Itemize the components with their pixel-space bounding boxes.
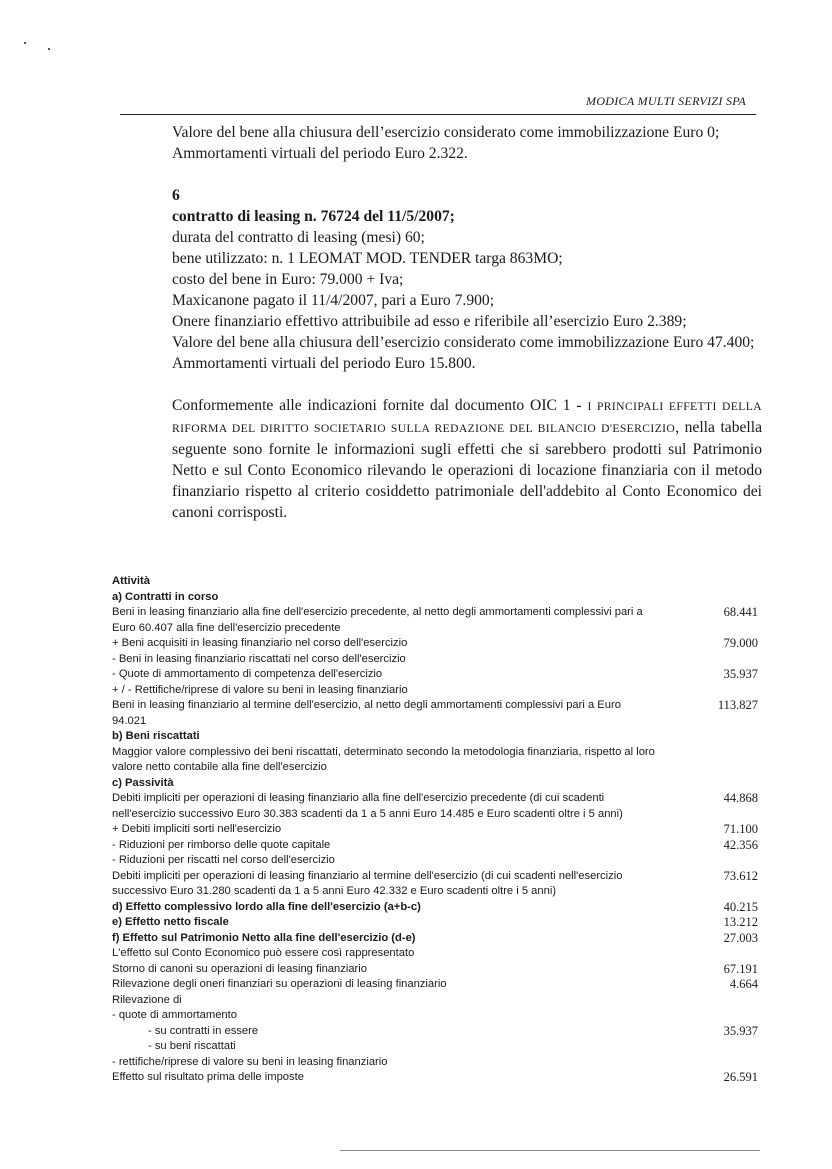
intro-line: Valore del bene alla chiusura dell’esercizio considerato come immobilizzazione Euro 0;	[172, 124, 720, 141]
contract-line: Valore del bene alla chiusura dell’esercizio considerato come immobilizzazione Euro 47.400;	[172, 334, 755, 351]
row-value: 13.212	[723, 915, 758, 929]
row-label: - su contratti in essere	[148, 1024, 259, 1037]
oic-paragraph	[172, 395, 762, 523]
table-row	[112, 993, 772, 1009]
row-label: - su beni riscattati	[148, 1040, 236, 1052]
table-row	[112, 1024, 772, 1040]
header-rule	[120, 114, 756, 115]
row-value: 35.937	[723, 1023, 758, 1038]
row-label: - Beni in leasing finanziario riscattati nel corso dell'esercizio	[112, 652, 406, 665]
table-row	[112, 636, 772, 652]
table-row	[112, 853, 772, 869]
table-row	[112, 605, 772, 636]
table-row	[112, 745, 772, 776]
table-row	[112, 1055, 772, 1071]
table-row	[112, 590, 772, 606]
table-row	[112, 791, 772, 822]
row-label: b) Beni riscattati	[112, 730, 200, 742]
contract-line: bene utilizzato: n. 1 LEOMAT MOD. TENDER targa 863MO;	[172, 250, 563, 267]
row-label: Rilevazione di	[112, 993, 182, 1006]
contract-line: durata del contratto di leasing (mesi) 60;	[172, 229, 425, 246]
row-value: 68.441	[723, 605, 758, 619]
table-row	[112, 1070, 772, 1086]
contract-line: Maxicanone pagato il 11/4/2007, pari a Euro 7.900;	[172, 292, 495, 309]
table-row	[112, 822, 772, 838]
table-row	[112, 776, 772, 792]
row-label: Beni in leasing finanziario al termine dell'esercizio, al netto degli ammortamenti complessivi pari a Euro 94.021	[112, 699, 621, 727]
row-label: - Riduzioni per riscatti nel corso dell'esercizio	[112, 854, 335, 866]
scan-speck	[24, 42, 26, 44]
row-value: 44.868	[723, 791, 758, 805]
row-value: 4.664	[729, 977, 758, 991]
row-value: 26.591	[723, 1070, 758, 1084]
scan-speck	[48, 48, 50, 50]
oic-doc-title: I PRINCIPALI EFFETTI DELLA RIFORMA DEL DIRITTO SOCIETARIO SULLA REDAZIONE DEL BILANCIO D'ESERCIZIO	[172, 400, 762, 435]
table-row	[112, 667, 772, 683]
table-row	[112, 652, 772, 668]
company-header: MODICA MULTI SERVIZI SPA	[586, 94, 746, 108]
row-value: 27.003	[723, 930, 758, 945]
table-row	[112, 869, 772, 900]
table-row	[112, 915, 772, 931]
row-value: 113.827	[717, 698, 758, 712]
table-row	[112, 838, 772, 854]
oic-text: , nella tabella seguente sono fornite le informazioni sugli effetti che si sarebbero prodotti sul Patrimonio Netto e sul Conto Economico rilevando le operazioni di locazione finanziaria con il metodo finanziario rispetto al criterio cosiddetto patrimoniale dell'addebito al Conto Economico dei canoni corrisposti.	[172, 419, 763, 521]
table-row	[112, 574, 772, 590]
row-label: - rettifiche/riprese di valore su beni in leasing finanziario	[112, 1055, 388, 1068]
contract-line: Onere finanziario effettivo attribuibile ad esso e riferibile all’esercizio Euro 2.389;	[172, 313, 687, 330]
row-label: Maggior valore complessivo dei beni riscattati, determinato secondo la metodologia finanziaria, rispetto al loro valore netto contabile alla fine dell'esercizio	[112, 745, 655, 773]
row-label: Beni in leasing finanziario alla fine dell'esercizio precedente, al netto degli ammortamenti complessivi pari a Euro 60.407 alla fine dell'esercizio precedente	[112, 606, 643, 634]
contract-line: costo del bene in Euro: 79.000 + Iva;	[172, 271, 404, 288]
row-label: d) Effetto complessivo lordo alla fine dell'esercizio (a+b-c)	[112, 900, 421, 913]
row-label: Debiti impliciti per operazioni di leasing finanziario al termine dell'esercizio (di cui scadenti nell'esercizio successivo Euro 31.280 scadenti da 1 a 5 anni Euro 42.332 e Euro scadenti oltre i 5 anni)	[112, 869, 623, 897]
table-row	[112, 698, 772, 729]
intro-line: Ammortamenti virtuali del periodo Euro 2.322.	[172, 145, 468, 162]
leasing-effects-table	[112, 574, 772, 1086]
row-label: L'effetto sul Conto Economico può essere così rappresentato	[112, 947, 415, 959]
table-row	[112, 962, 772, 978]
row-value: 73.612	[723, 868, 758, 883]
row-label: + / - Rettifiche/riprese di valore su beni in leasing finanziario	[112, 683, 408, 696]
table-row	[112, 977, 772, 993]
contract-number: 6	[172, 187, 180, 204]
row-label: Rilevazione degli oneri finanziari su operazioni di leasing finanziario	[112, 978, 447, 990]
table-row	[112, 729, 772, 745]
row-label: + Debiti impliciti sorti nell'esercizio	[112, 823, 282, 835]
contract-title: contratto di leasing n. 76724 del 11/5/2007;	[172, 208, 455, 225]
row-value: 79.000	[723, 636, 758, 650]
row-label: e) Effetto netto fiscale	[112, 916, 229, 928]
contract-line: Ammortamenti virtuali del periodo Euro 15.800.	[172, 355, 476, 372]
row-label: f) Effetto sul Patrimonio Netto alla fine dell'esercizio (d-e)	[112, 931, 416, 944]
row-label: c) Passività	[112, 776, 174, 789]
row-value: 35.937	[723, 667, 758, 681]
table-row	[112, 1008, 772, 1024]
body-text	[172, 122, 762, 523]
oic-text: Conformemente alle indicazioni fornite dal documento OIC 1 -	[172, 397, 588, 414]
row-value: 40.215	[723, 899, 758, 914]
row-value: 42.356	[723, 837, 758, 852]
table-row	[112, 931, 772, 947]
row-label: Storno di canoni su operazioni di leasing finanziario	[112, 962, 367, 975]
row-label: - Riduzioni per rimborso delle quote capitale	[112, 838, 331, 851]
row-value: 67.191	[723, 961, 758, 976]
table-row	[112, 946, 772, 962]
row-label: - Quote di ammortamento di competenza dell'esercizio	[112, 668, 383, 680]
table-row	[112, 1039, 772, 1055]
row-value: 71.100	[723, 822, 758, 836]
row-label: Attività	[112, 575, 150, 587]
row-label: + Beni acquisiti in leasing finanziario nel corso dell'esercizio	[112, 637, 408, 649]
row-label: - quote di ammortamento	[112, 1009, 237, 1021]
row-label: Debiti impliciti per operazioni di leasing finanziario alla fine dell'esercizio precedente (di cui scadenti nell'esercizio successivo Euro 30.383 scadenti da 1 a 5 anni Euro 14.485 e Euro scadenti oltre i 5 anni)	[112, 792, 623, 820]
table-row	[112, 683, 772, 699]
row-label: a) Contratti in corso	[112, 590, 219, 603]
footer-rule	[340, 1150, 760, 1151]
table-row	[112, 900, 772, 916]
row-label: Effetto sul risultato prima delle imposte	[112, 1071, 304, 1083]
